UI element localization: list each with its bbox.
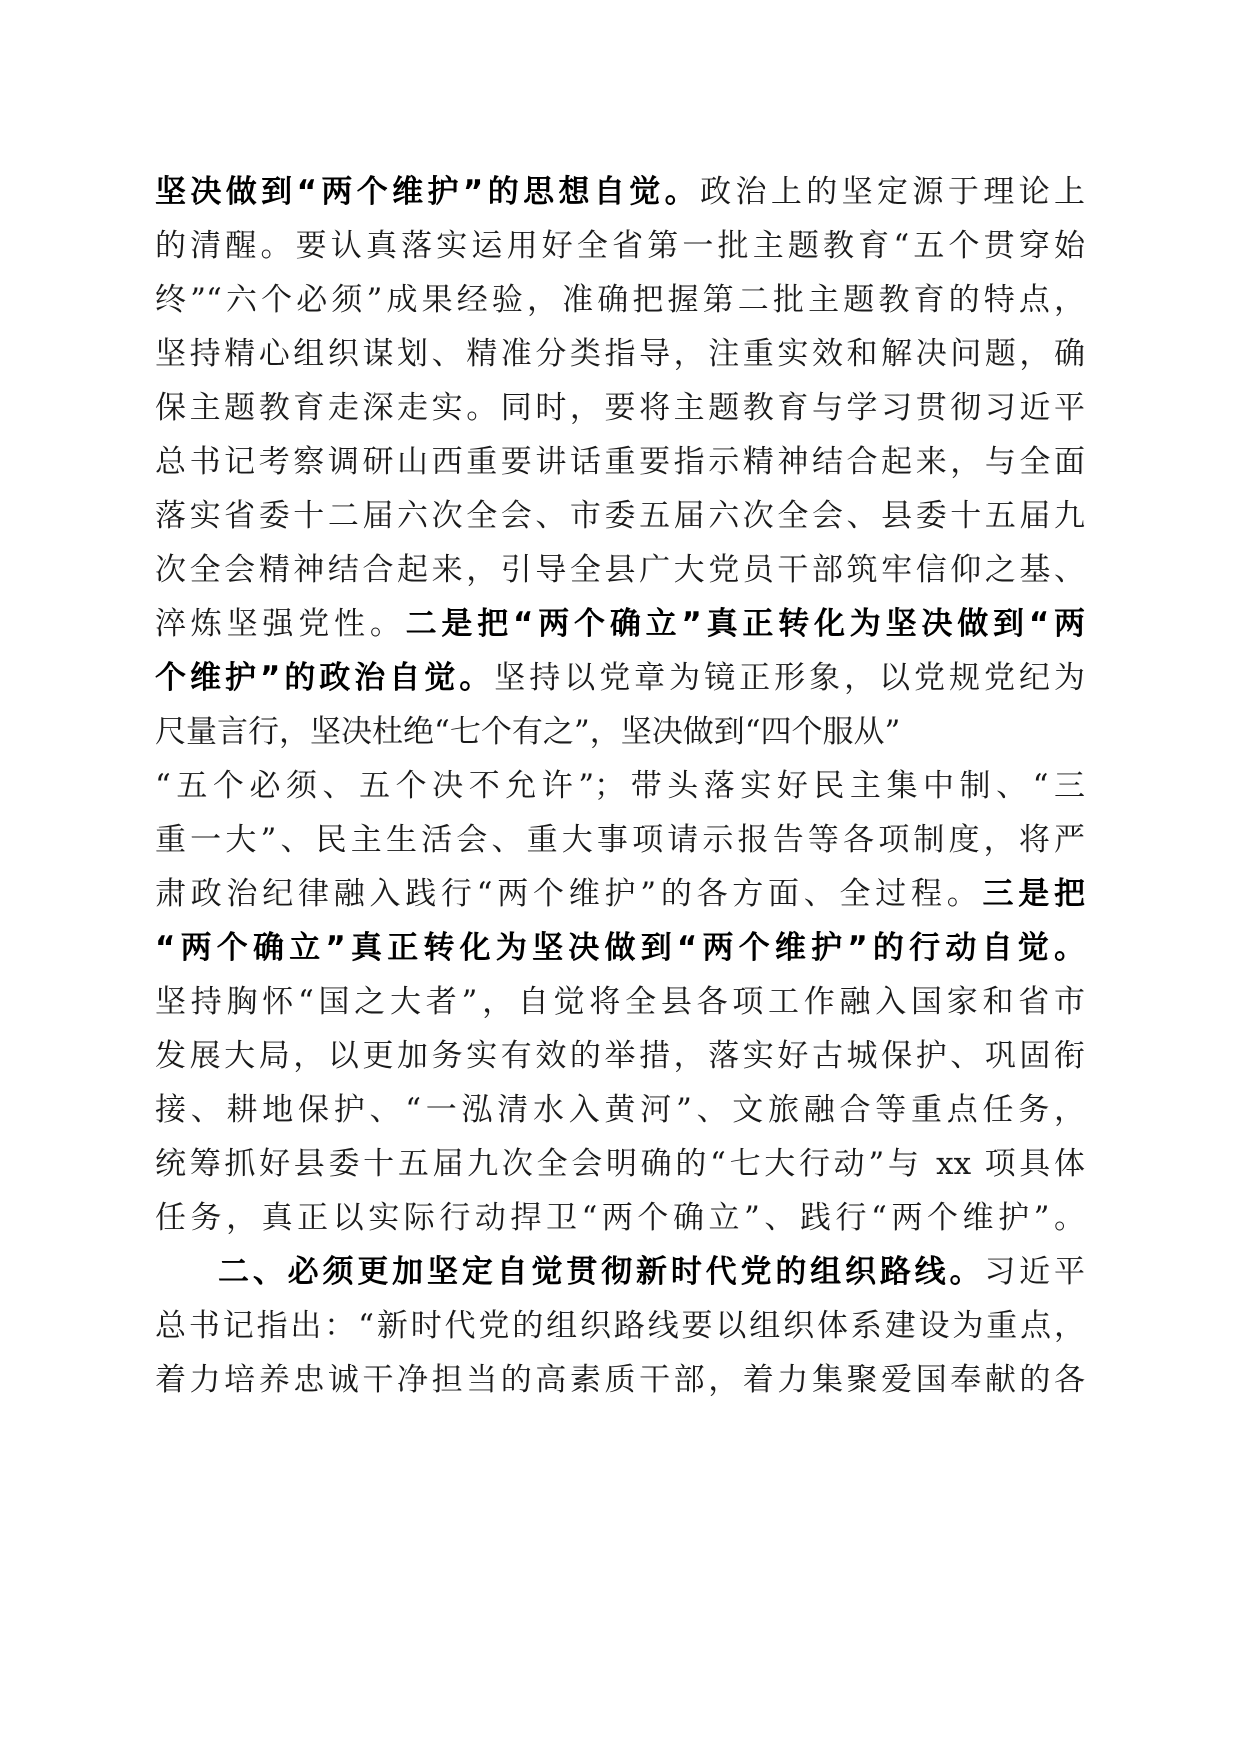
text-run: 总书记指出：“新时代党的组织路线要以组织体系建设为重点， xyxy=(155,1308,1085,1344)
text-line-6 xyxy=(155,432,1085,492)
text-run: 任务，真正以实际行动捍卫“两个确立”、践行“两个维护”。 xyxy=(155,1200,1085,1236)
text-run: 政治上的坚定源于理论上 xyxy=(700,174,1086,210)
text-line-17 xyxy=(155,1026,1085,1086)
text-line-4 xyxy=(155,324,1085,384)
text-line-22 xyxy=(155,1296,1085,1356)
text-line-16 xyxy=(155,972,1085,1032)
text-line-10 xyxy=(155,648,1085,708)
text-run: 次全会精神结合起来，引导全县广大党员干部筑牢信仰之基、 xyxy=(155,552,1085,588)
text-line-9 xyxy=(155,594,1085,654)
section-heading: 二、必须更加坚定自觉贯彻新时代党的组织路线。 xyxy=(218,1254,985,1290)
text-line-7 xyxy=(155,486,1085,546)
text-line-5 xyxy=(155,378,1085,438)
text-line-8 xyxy=(155,540,1085,600)
text-run: 总书记考察调研山西重要讲话重要指示精神结合起来，与全面 xyxy=(155,444,1085,480)
text-line-13 xyxy=(155,810,1085,870)
text-line-15 xyxy=(155,918,1085,978)
text-line-11 xyxy=(155,702,1085,762)
text-run: 落实省委十二届六次全会、市委五届六次全会、县委十五届九 xyxy=(155,498,1085,534)
text-line-20 xyxy=(155,1188,1085,1248)
text-line-18 xyxy=(155,1080,1085,1140)
text-run: 肃政治纪律融入践行“两个维护”的各方面、全过程。 xyxy=(155,876,983,912)
text-line-1 xyxy=(155,162,1085,222)
bold-heading: 二是把“两个确立”真正转化为坚决做到“两 xyxy=(405,606,1086,642)
text-run: 坚持精心组织谋划、精准分类指导，注重实效和解决问题，确 xyxy=(155,336,1085,372)
text-run: 尺量言行，坚决杜绝“七个有之”，坚决做到“四个服从” xyxy=(155,714,901,750)
bold-heading: 三是把 xyxy=(982,876,1085,912)
text-line-14 xyxy=(155,864,1085,924)
bold-heading: 个维护”的政治自觉。 xyxy=(155,660,495,696)
text-run: 习近平 xyxy=(984,1254,1086,1290)
text-run: 的清醒。要认真落实运用好全省第一批主题教育“五个贯穿始 xyxy=(155,228,1085,264)
text-run: “五个必须、五个决不允许”；带头落实好民主集中制、“三 xyxy=(155,768,1085,804)
text-run: 重一大”、民主生活会、重大事项请示报告等各项制度，将严 xyxy=(155,822,1085,858)
text-run: 统筹抓好县委十五届九次全会明确的“七大行动”与 xx 项具体 xyxy=(155,1146,1085,1182)
text-line-3 xyxy=(155,270,1085,330)
text-run: 坚持以党章为镜正形象，以党规党纪为 xyxy=(494,660,1086,696)
text-line-12 xyxy=(155,756,1085,816)
text-run: 接、耕地保护、“一泓清水入黄河”、文旅融合等重点任务， xyxy=(155,1092,1085,1128)
text-line-21 xyxy=(218,1242,1085,1302)
text-line-23 xyxy=(155,1350,1085,1410)
text-run: 坚持胸怀“国之大者”，自觉将全县各项工作融入国家和省市 xyxy=(155,984,1085,1020)
text-run: 着力培养忠诚干净担当的高素质干部，着力集聚爱国奉献的各 xyxy=(155,1362,1085,1398)
bold-heading: “两个确立”真正转化为坚决做到“两个维护”的行动自觉。 xyxy=(155,930,1085,966)
text-run: 终”“六个必须”成果经验，准确把握第二批主题教育的特点， xyxy=(155,282,1085,318)
text-run: 保主题教育走深走实。同时，要将主题教育与学习贯彻习近平 xyxy=(155,390,1085,426)
text-run: 发展大局，以更加务实有效的举措，落实好古城保护、巩固衔 xyxy=(155,1038,1085,1074)
text-line-2 xyxy=(155,216,1085,276)
bold-heading: 坚决做到“两个维护”的思想自觉。 xyxy=(155,174,701,210)
text-line-19 xyxy=(155,1134,1085,1194)
text-run: 淬炼坚强党性。 xyxy=(155,606,406,642)
